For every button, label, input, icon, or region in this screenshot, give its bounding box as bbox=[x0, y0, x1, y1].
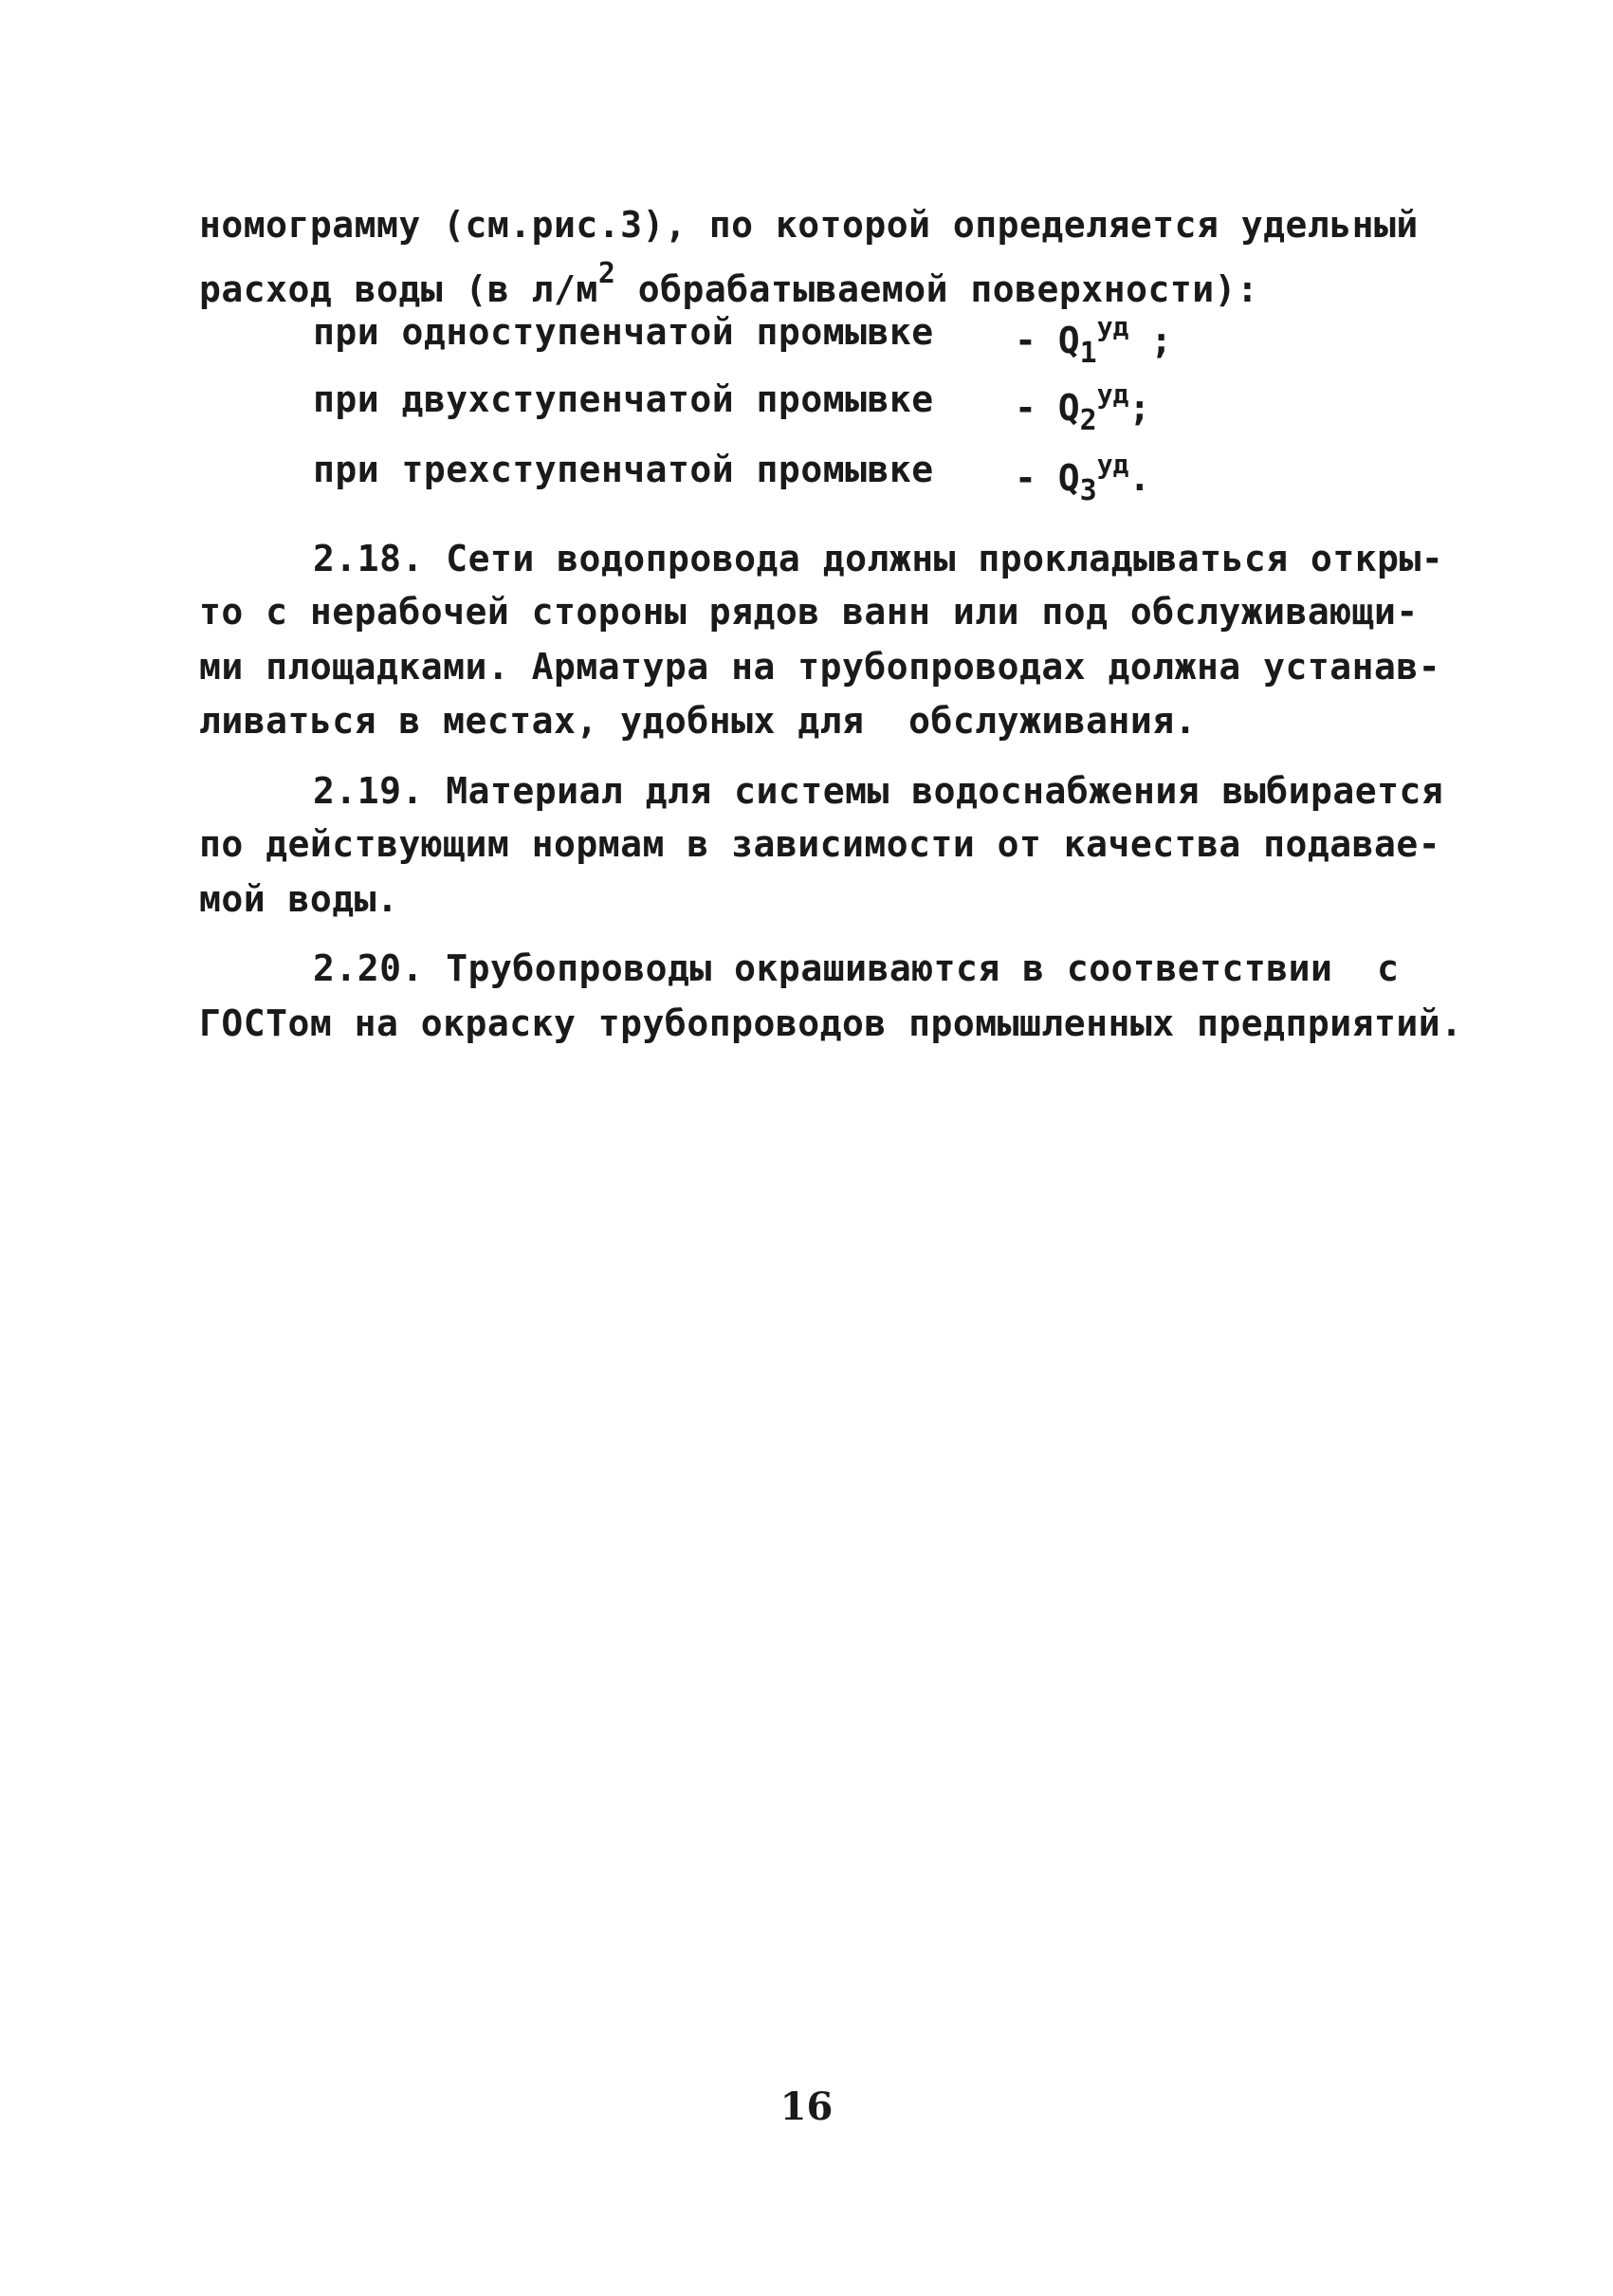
p218-line-1: 2.18. Сети водопровода должны прокладываться откры- bbox=[313, 538, 1444, 579]
list-item-2-formula bbox=[1015, 378, 1151, 437]
p218-line-4: ливаться в местах, удобных для обслуживания. bbox=[199, 700, 1198, 742]
intro-line-2 bbox=[199, 257, 1259, 310]
formula-3-q: - Q bbox=[1015, 457, 1080, 499]
formula-1-q: - Q bbox=[1015, 320, 1080, 361]
formula-2-sup: уд bbox=[1096, 378, 1129, 410]
intro-line-2-sup: 2 bbox=[597, 257, 616, 290]
formula-1-sup: уд bbox=[1096, 311, 1129, 342]
formula-3-sub: 3 bbox=[1079, 474, 1097, 507]
p220-line-1: 2.20. Трубопроводы окрашиваются в соответствии с bbox=[313, 947, 1400, 989]
formula-3-end: . bbox=[1128, 457, 1151, 499]
formula-2-q: - Q bbox=[1015, 387, 1080, 429]
p220-line-2: ГОСТом на окраску трубопроводов промышленных предприятий. bbox=[199, 1002, 1463, 1044]
list-item-3-formula bbox=[1015, 451, 1150, 505]
intro-line-1: номограмму (см.рис.3), по которой определяется удельный bbox=[199, 204, 1419, 246]
formula-2-sub: 2 bbox=[1079, 404, 1097, 437]
formula-1-sub: 1 bbox=[1079, 337, 1097, 370]
list-item-1-formula bbox=[1015, 311, 1173, 370]
page-number: 16 bbox=[779, 2085, 834, 2129]
list-item-3-label: при трехступенчатой промывке bbox=[313, 449, 934, 490]
intro-line-2-after: обрабатываемой поверхности): bbox=[615, 268, 1259, 310]
p219-line-3: мой воды. bbox=[199, 878, 399, 920]
p218-line-2: то с нерабочей стороны рядов ванн или под обслуживающи- bbox=[199, 591, 1419, 633]
formula-1-end: ; bbox=[1128, 320, 1173, 361]
p218-line-3: ми площадками. Арматура на трубопроводах должна устанав- bbox=[199, 646, 1441, 688]
formula-3-sup: уд bbox=[1096, 449, 1129, 480]
p219-line-1: 2.19. Материал для системы водоснабжения выбирается bbox=[313, 770, 1444, 812]
formula-2-end: ; bbox=[1128, 387, 1151, 429]
list-item-1-label: при одноступенчатой промывке bbox=[313, 311, 934, 353]
p219-line-2: по действующим нормам в зависимости от качества подавае- bbox=[199, 823, 1441, 865]
list-item-2-label: при двухступенчатой промывке bbox=[313, 378, 934, 420]
intro-line-2-before: расход воды (в л/м bbox=[199, 268, 598, 310]
